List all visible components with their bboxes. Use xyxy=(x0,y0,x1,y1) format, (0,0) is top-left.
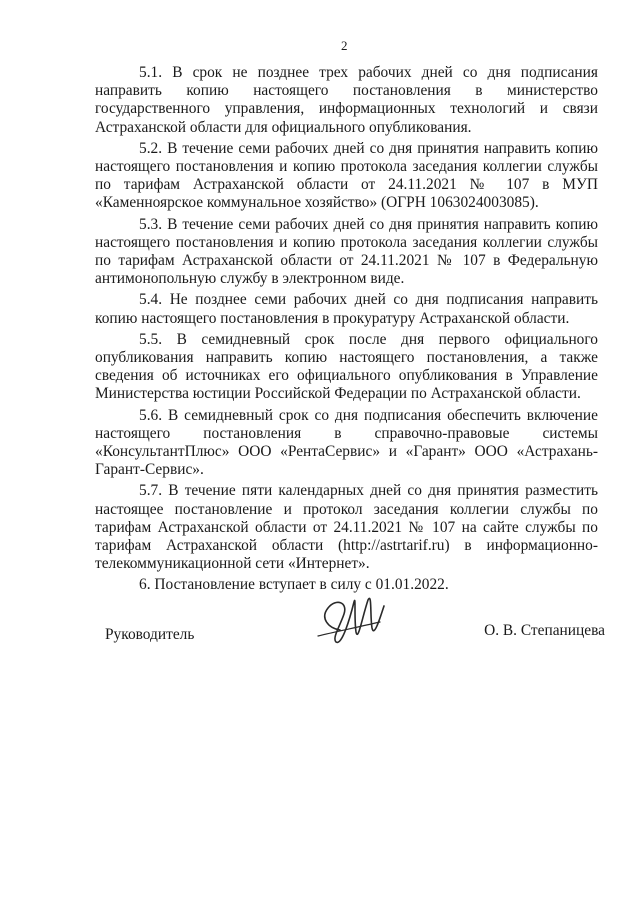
paragraph-5-3: 5.3. В течение семи рабочих дней со дня принятия направить копию настоящего постановления и копию протокола заседания коллегии службы по тарифам Астраханской области от 24.11.2021 № 107 в Федеральную антимонопольную службу в электронном виде. xyxy=(95,215,598,288)
paragraph-5-4: 5.4. Не позднее семи рабочих дней со дня подписания направить копию настоящего постановления в прокуратуру Астраханской области. xyxy=(95,291,598,327)
paragraph-5-6: 5.6. В семидневный срок со дня подписания обеспечить включение настоящего постановления в справочно-правовые системы «КонсультантПлюс» ООО «РентаСервис» и «Гарант» ООО «Астрахань-Гарант-Сервис». xyxy=(95,406,598,479)
page-number: 2 xyxy=(341,38,348,53)
signer-position: Руководитель xyxy=(105,626,195,643)
paragraph-5-2: 5.2. В течение семи рабочих дней со дня принятия направить копию настоящего постановления и копию протокола заседания коллегии службы по тарифам Астраханской области от 24.11.2021 № 107 в МУП «Каменноярское коммунальное хозяйство» (ОГРН 1063024003085). xyxy=(95,139,598,212)
paragraph-6: 6. Постановление вступает в силу с 01.01.2022. xyxy=(139,576,449,594)
handwritten-signature xyxy=(310,588,390,650)
document-body xyxy=(95,64,598,598)
paragraph-5-1: 5.1. В срок не позднее трех рабочих дней со дня подписания направить копию настоящего постановления в министерство государственного управления, информационных технологий и связи Астраханской области для официального опубликования. xyxy=(95,64,598,136)
paragraph-5-5: 5.5. В семидневный срок после дня первого официального опубликования направить копию настоящего постановления, а также сведения об источниках его официального опубликования в Управление Министерства юстиции Российской Федерации по Астраханской области. xyxy=(95,330,598,403)
signer-name: О. В. Степаницева xyxy=(484,622,605,639)
paragraph-5-7: 5.7. В течение пяти календарных дней со дня принятия разместить настоящее постановление и протокол заседания коллегии службы по тарифам Астраханской области от 24.11.2021 № 107 на сайте службы по тарифам Астраханской области (http://astrtarif.ru) в информационно-телекоммуникационной сети «Интернет». xyxy=(95,482,598,573)
